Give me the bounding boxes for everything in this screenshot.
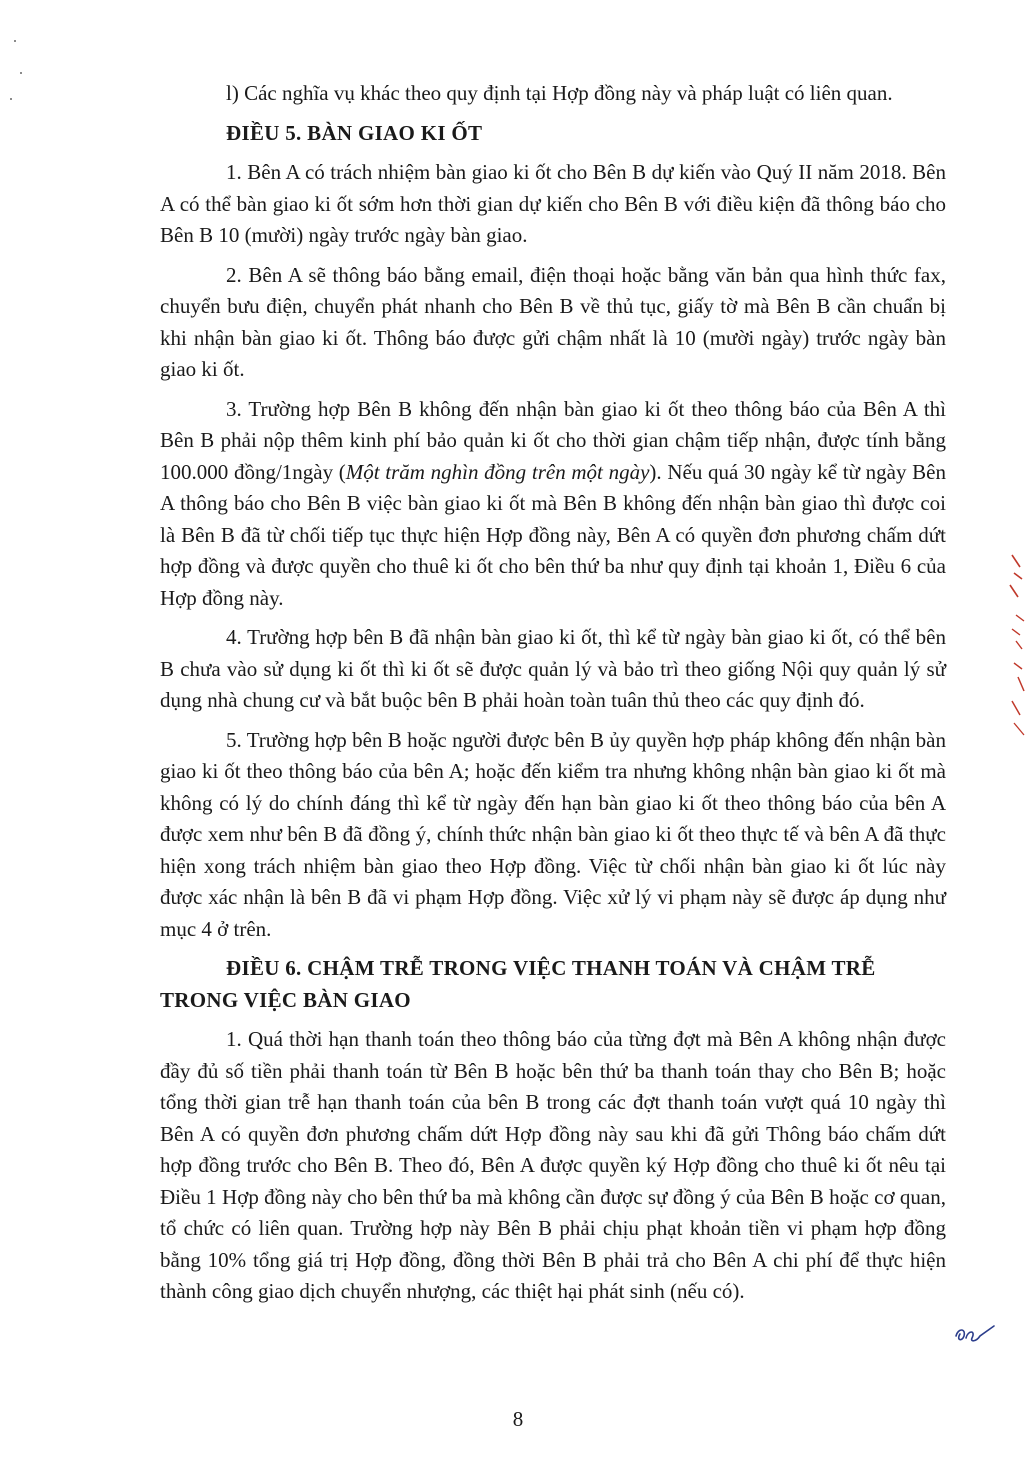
handwritten-initials xyxy=(952,1318,998,1348)
article-5-paragraph-5: 5. Trường hợp bên B hoặc người được bên B ủy quyền hợp pháp không đến nhận bàn giao ki ốt theo thông báo của bên A; hoặc đến kiểm tra nhưng không nhận bàn giao ki ốt mà không có lý do chính đáng thì kể từ ngày đến hạn bàn giao ki ốt theo thông báo của bên A được xem như bên B đã đồng ý, chính thức nhận bàn giao ki ốt theo thực tế và bên A đã thực hiện xong trách nhiệm bàn giao theo Hợp đồng. Việc từ chối nhận bàn giao ki ốt lúc này được xác nhận là bên B đã vi phạm Hợp đồng. Việc xử lý vi phạm này sẽ được áp dụng như mục 4 ở trên. xyxy=(160,727,946,941)
article-5-paragraph-3-part-b: ). Nếu quá 30 ngày kể từ ngày Bên A thông báo cho Bên B việc bàn giao ki ốt mà Bên B không đến nhận bàn giao thì được coi là Bên B đã từ chối tiếp tục thực hiện Hợp đồng này, Bên A có quyền đơn phương chấm dứt hợp đồng và được quyền cho thuê ki ốt cho bên thứ ba như quy định tại khoản 1, Điều 6 của Hợp đồng này. xyxy=(160,459,947,610)
scan-speck xyxy=(14,40,16,42)
article-5-heading: ĐIỀU 5. BÀN GIAO KI ỐT xyxy=(226,120,483,145)
page-number: 8 xyxy=(512,1407,524,1431)
document-body xyxy=(160,78,946,1308)
article-5-paragraph-4: 4. Trường hợp bên B đã nhận bàn giao ki ốt, thì kể từ ngày bàn giao ki ốt, có thể bên B chưa vào sử dụng ki ốt thì ki ốt sẽ được quản lý và bảo trì theo giống Nội quy quản lý sử dụng nhà chung cư và bắt buộc bên B phải hoàn toàn tuân thủ theo các quy định đó. xyxy=(160,625,946,712)
scan-speck xyxy=(10,98,12,100)
item-l-text: l) Các nghĩa vụ khác theo quy định tại Hợp đồng này và pháp luật có liên quan. xyxy=(226,81,893,105)
article-5-paragraph-2: 2. Bên A sẽ thông báo bằng email, điện thoại hoặc bằng văn bản qua hình thức fax, chuyển bưu điện, chuyển phát nhanh cho Bên B về thủ tục, giấy tờ mà Bên B cần chuẩn bị khi nhận bàn giao ki ốt. Thông báo được gửi chậm nhất là 10 (mười ngày) trước ngày bàn giao ki ốt. xyxy=(160,262,946,381)
scan-speck xyxy=(20,72,22,74)
article-5-paragraph-1: 1. Bên A có trách nhiệm bàn giao ki ốt cho Bên B dự kiến vào Quý II năm 2018. Bên A có thể bàn giao ki ốt sớm hơn thời gian dự kiến cho Bên B với điều kiện đã thông báo cho Bên B 10 (mười) ngày trước ngày bàn giao. xyxy=(160,160,946,247)
article-6-paragraph-1: 1. Quá thời hạn thanh toán theo thông báo của từng đợt mà Bên A không nhận được đầy đủ số tiền phải thanh toán từ Bên B hoặc bên thứ ba thanh toán thay cho Bên B; hoặc tổng thời gian trễ hạn thanh toán của bên B trong các đợt thanh toán vượt quá 10 ngày thì Bên A có quyền đơn phương chấm dứt Hợp đồng này sau khi đã gửi Thông báo chấm dứt hợp đồng trước cho Bên B. Theo đó, Bên A được quyền ký Hợp đồng cho thuê ki ốt nêu tại Điều 1 Hợp đồng này cho bên thứ ba mà không cần được sự đồng ý của Bên B hoặc cơ quan, tổ chức có liên quan. Trường hợp này Bên B phải chịu phạt khoản tiền vi phạm hợp đồng bằng 10% tổng giá trị Hợp đồng, đồng thời Bên B phải trả cho Bên A chi phí để thực hiện thành công giao dịch chuyển nhượng, các thiệt hại phát sinh (nếu có). xyxy=(160,1027,946,1303)
stamp-edge-marks xyxy=(1002,545,1032,745)
article-6-heading-line-1: ĐIỀU 6. CHẬM TRỄ TRONG VIỆC THANH TOÁN VÀ CHẬM TRỄ xyxy=(226,956,876,980)
article-5-paragraph-3-part-a: 3. Trường hợp Bên B không đến nhận bàn giao ki ốt theo thông báo của Bên A thì Bên B phải nộp thêm kinh phí bảo quản ki ốt cho thời gian chậm tiếp nhận, được tính bằng 100.000 đồng/1ngày ( xyxy=(160,396,946,484)
article-6-heading-line-2: TRONG VIỆC BÀN GIAO xyxy=(160,987,411,1012)
article-5-paragraph-3 xyxy=(160,394,946,615)
article-5-paragraph-3-italic: Một trăm nghìn đồng trên một ngày xyxy=(345,459,650,484)
